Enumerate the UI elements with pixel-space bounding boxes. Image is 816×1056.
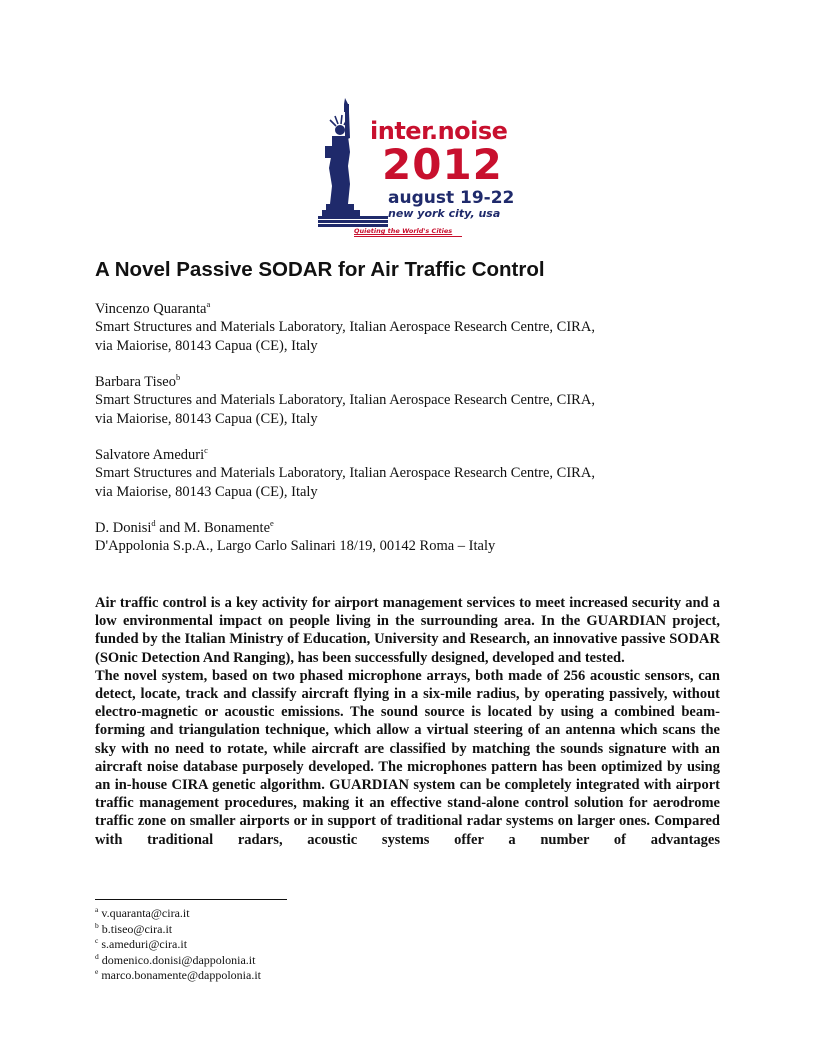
abstract bbox=[95, 594, 720, 849]
footnote-email: s.ameduri@cira.it bbox=[101, 937, 188, 951]
author-block-tiseo bbox=[95, 373, 715, 428]
abstract-paragraph-2: The novel system, based on two phased microphone arrays, both made of 256 acoustic sensors, can detect, locate, track and classify aircraft flying in a six-mile radius, by operating passively, without electro-magnetic or acoustic emissions. The sound source is located by using a combined beam-forming and triangulation technique, which allow a virtual steering of an antenna which scans the sky with no need to rotate, while aircraft are classified by matching the sounds signature with an aircraft noise database purposely developed. The microphones pattern has been optimized by using an in-house CIRA genetic algorithm. GUARDIAN system can be completely integrated with airport traffic management procedures, making it an effective stand-alone control solution for aerodrome traffic zone on smaller airports or in support of traditional radar systems on larger ones. Compared with traditional radars, acoustic systems offer a number of advantages bbox=[95, 667, 720, 848]
author-address: via Maiorise, 80143 Capua (CE), Italy bbox=[95, 337, 318, 354]
footnote-email: marco.bonamente@dappolonia.it bbox=[101, 968, 262, 982]
logo-dates: august 19-22 bbox=[388, 188, 515, 208]
author-name: D. Donisi$^d$ and M. Bonamente$^e$ bbox=[95, 518, 274, 536]
footnote-email: b.tiseo@cira.it bbox=[101, 921, 173, 936]
logo-slogan: Quieting the World's Cities bbox=[354, 227, 453, 235]
author-name: Barbara Tiseo$^b$ bbox=[95, 372, 181, 390]
author-affiliation: Smart Structures and Materials Laboratory, Italian Aerospace Research Centre, CIRA, bbox=[95, 465, 595, 482]
conference-logo bbox=[318, 96, 515, 242]
footnote-e: $^e$ marco.bonamente@dappolonia.it bbox=[95, 967, 262, 982]
author-block-quaranta bbox=[95, 300, 715, 355]
footnote-divider bbox=[95, 899, 287, 900]
footnote-email: v.quaranta@cira.it bbox=[101, 906, 190, 920]
author-address: via Maiorise, 80143 Capua (CE), Italy bbox=[95, 410, 318, 427]
footnote-d: $^d$ domenico.donisi@dappolonia.it bbox=[95, 951, 256, 967]
author-affiliation: Smart Structures and Materials Laboratory, Italian Aerospace Research Centre, CIRA, bbox=[95, 392, 595, 409]
author-block-ameduri bbox=[95, 446, 715, 501]
author-affiliation: D'Appolonia S.p.A., Largo Carlo Salinari 18/19, 00142 Roma – Italy bbox=[95, 538, 496, 555]
author-affiliation: Smart Structures and Materials Laboratory, Italian Aerospace Research Centre, CIRA, bbox=[95, 319, 595, 336]
logo-year: 2012 bbox=[382, 140, 503, 189]
logo-city: new york city, usa bbox=[388, 207, 501, 220]
paper-title: A Novel Passive SODAR for Air Traffic Control bbox=[95, 258, 545, 281]
author-name: Vincenzo Quaranta$^a$ bbox=[95, 299, 211, 317]
abstract-paragraph-1: Air traffic control is a key activity for airport management services to meet increased security and a low environmental impact on people living in the surrounding area. In the GUARDIAN project, funded by the Italian Ministry of Education, University and Research, an innovative passive SODAR (SOnic Detection And Ranging), has been successfully designed, developed and tested. bbox=[95, 595, 720, 666]
author-name: Salvatore Ameduri$^c$ bbox=[95, 445, 208, 463]
logo-wordmark: inter.noise bbox=[370, 117, 508, 145]
author-block-dappolonia bbox=[95, 519, 715, 556]
footnote-a: $^a$ v.quaranta@cira.it bbox=[95, 905, 190, 920]
author-address: via Maiorise, 80143 Capua (CE), Italy bbox=[95, 483, 318, 500]
footnotes bbox=[95, 906, 261, 984]
footnote-c: $^c$ s.ameduri@cira.it bbox=[95, 936, 188, 951]
footnote-email: domenico.donisi@dappolonia.it bbox=[101, 952, 256, 967]
footnote-b: $^b$ b.tiseo@cira.it bbox=[95, 920, 173, 936]
